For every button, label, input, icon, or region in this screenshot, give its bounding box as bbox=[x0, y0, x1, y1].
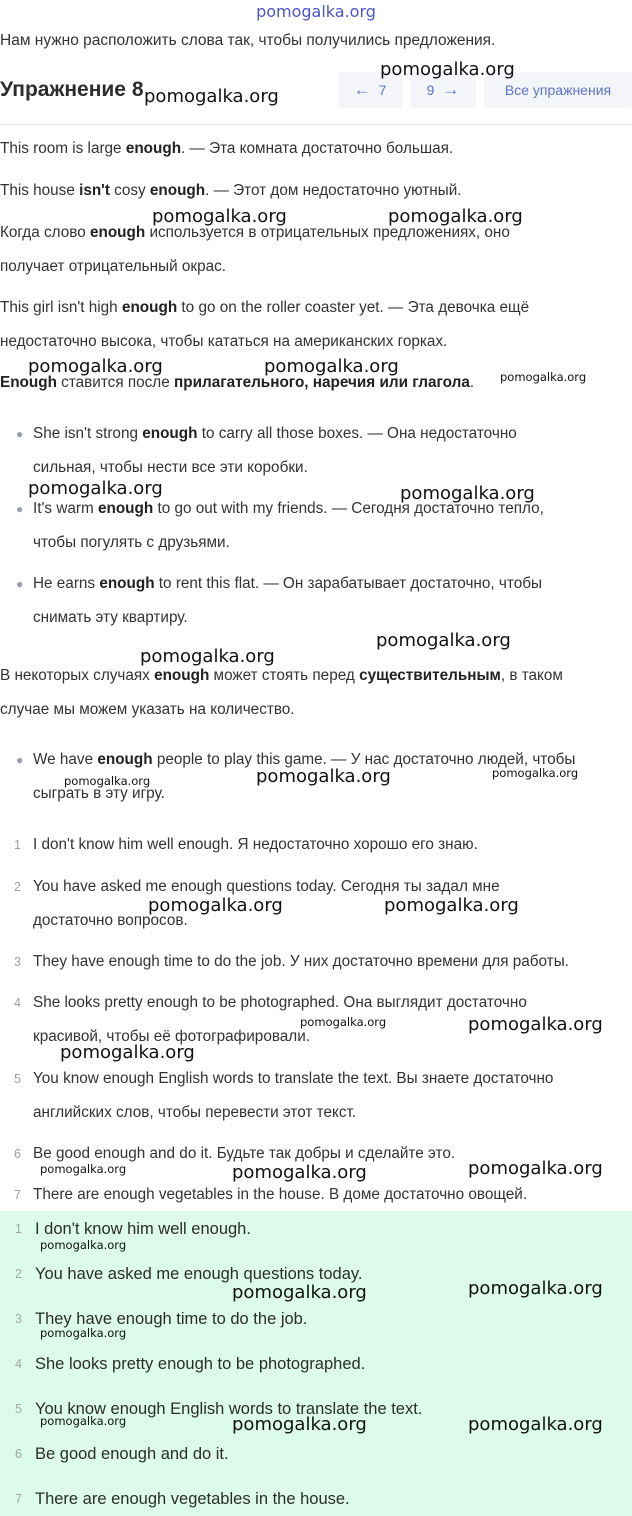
item-number: 3 bbox=[14, 955, 21, 969]
theory-line-4b: недостаточно высока, чтобы кататься на американских горках. bbox=[0, 333, 448, 350]
text: сыграть в эту игру. bbox=[33, 785, 165, 802]
watermark: pomogalka.org bbox=[60, 1042, 195, 1063]
watermark: pomogalka.org bbox=[264, 356, 399, 377]
answer-text: You have asked me enough questions today. bbox=[35, 1265, 363, 1283]
keyword: прилагательного, наречия или глагола bbox=[174, 374, 470, 391]
text: используется в отрицательных предложениях, оно bbox=[145, 224, 510, 241]
watermark: pomogalka.org bbox=[28, 478, 163, 499]
watermark: pomogalka.org bbox=[152, 206, 287, 227]
answer-number: 5 bbox=[15, 1402, 22, 1416]
watermark: pomogalka.org bbox=[300, 1015, 387, 1029]
item-text: She looks pretty enough to be photographed. Она выглядит достаточно bbox=[33, 994, 527, 1011]
text: He earns bbox=[33, 575, 100, 592]
watermark: pomogalka.org bbox=[388, 206, 523, 227]
text: , в таком bbox=[500, 667, 563, 684]
text: This room is large bbox=[0, 140, 126, 157]
text: Когда слово bbox=[0, 224, 90, 241]
watermark: pomogalka.org bbox=[492, 766, 579, 780]
theory-line-6b: случае мы можем указать на количество. bbox=[0, 701, 295, 718]
watermark: pomogalka.org bbox=[144, 86, 279, 107]
text: В некоторых случаях bbox=[0, 667, 155, 684]
keyword: enough bbox=[99, 575, 155, 592]
answer-text: She looks pretty enough to be photographed. bbox=[35, 1355, 366, 1373]
watermark: pomogalka.org bbox=[468, 1414, 603, 1435]
keyword: enough bbox=[97, 500, 154, 517]
watermark: pomogalka.org bbox=[148, 895, 283, 916]
answer-text: They have enough time to do the job. bbox=[35, 1310, 308, 1328]
watermark: pomogalka.org bbox=[40, 1162, 127, 1176]
arrow-left-icon: ← bbox=[353, 80, 371, 99]
text: to go on the roller coaster yet. — Эта девочка ещё bbox=[177, 299, 530, 316]
answer-text: I don't know him well enough. bbox=[35, 1220, 251, 1238]
watermark: pomogalka.org bbox=[468, 1158, 603, 1179]
watermark: pomogalka.org bbox=[380, 59, 515, 80]
text: . — Этот дом недостаточно уютный. bbox=[205, 182, 462, 199]
intro-text: Нам нужно расположить слова так, чтобы получились предложения. bbox=[0, 32, 496, 49]
text: чтобы погулять с друзьями. bbox=[33, 534, 230, 551]
keyword: enough bbox=[149, 182, 206, 199]
item-number: 5 bbox=[14, 1072, 21, 1086]
answer-box bbox=[0, 1211, 632, 1516]
item-text: They have enough time to do the job. У них достаточно времени для работы. bbox=[33, 953, 569, 970]
keyword: enough bbox=[142, 425, 198, 442]
prev-exercise-label: 7 bbox=[378, 82, 387, 98]
watermark: pomogalka.org bbox=[468, 1278, 603, 1299]
item-text: There are enough vegetables in the house. В доме достаточно овощей. bbox=[33, 1186, 528, 1203]
theory-line-3b: получает отрицательный окрас. bbox=[0, 258, 227, 275]
watermark: pomogalka.org bbox=[140, 646, 275, 667]
divider bbox=[0, 124, 632, 125]
keyword: enough bbox=[89, 224, 146, 241]
answer-number: 2 bbox=[15, 1267, 22, 1281]
answer-number: 3 bbox=[15, 1312, 22, 1326]
keyword: enough bbox=[97, 751, 153, 768]
theory-line-2 bbox=[0, 174, 462, 208]
watermark: pomogalka.org bbox=[468, 1014, 603, 1035]
bullet-icon: ● bbox=[16, 577, 24, 591]
text: We have bbox=[33, 751, 98, 768]
text: ставится после bbox=[56, 374, 174, 391]
text: . — Эта комната достаточно большая. bbox=[181, 140, 454, 157]
watermark: pomogalka.org bbox=[376, 630, 511, 651]
theory-line-1 bbox=[0, 132, 453, 166]
exercise-title: Упражнение 8 bbox=[0, 78, 144, 101]
text: . bbox=[469, 374, 475, 391]
answer-number: 6 bbox=[15, 1447, 22, 1461]
answer-number: 4 bbox=[15, 1357, 22, 1371]
text: She isn't strong bbox=[33, 425, 143, 442]
item-number: 2 bbox=[14, 880, 21, 894]
item-number: 1 bbox=[14, 838, 21, 852]
arrow-right-icon: → bbox=[442, 80, 460, 99]
bullet-icon: ● bbox=[16, 753, 24, 767]
item-text: английских слов, чтобы перевести этот текст. bbox=[33, 1104, 357, 1121]
watermark: pomogalka.org bbox=[232, 1282, 367, 1303]
next-exercise-label: 9 bbox=[426, 82, 435, 98]
watermark: pomogalka.org bbox=[256, 766, 391, 787]
all-exercises-label: Все упражнения bbox=[504, 82, 612, 98]
item-text: I don't know him well enough. Я недостаточно хорошо его знаю. bbox=[33, 836, 478, 853]
bullet-icon: ● bbox=[16, 427, 24, 441]
item-number: 6 bbox=[14, 1147, 21, 1161]
text: people to play this game. — У нас достаточно людей, чтобы bbox=[152, 751, 576, 768]
item-text: красивой, чтобы её фотографировали. bbox=[33, 1028, 311, 1045]
text: to carry all those boxes. — Она недостаточно bbox=[197, 425, 517, 442]
bullet-icon: ● bbox=[16, 502, 24, 516]
text: This house bbox=[0, 182, 80, 199]
item-number: 4 bbox=[14, 996, 21, 1010]
watermark: pomogalka.org bbox=[500, 370, 587, 384]
text: to go out with my friends. — Сегодня достаточно тепло, bbox=[153, 500, 544, 517]
watermark: pomogalka.org bbox=[40, 1326, 127, 1340]
text: cosy bbox=[109, 182, 150, 199]
watermark: pomogalka.org bbox=[232, 1162, 367, 1183]
answer-number: 7 bbox=[15, 1492, 22, 1506]
keyword: существительным bbox=[359, 667, 501, 684]
item-text: Be good enough and do it. Будьте так добры и сделайте это. bbox=[33, 1145, 456, 1162]
theory-line-6 bbox=[0, 659, 563, 693]
watermark: pomogalka.org bbox=[64, 774, 151, 788]
text: to rent this flat. — Он зарабатывает достаточно, чтобы bbox=[154, 575, 542, 592]
watermark: pomogalka.org bbox=[28, 356, 163, 377]
answer-text: There are enough vegetables in the house. bbox=[35, 1490, 350, 1508]
answer-number: 1 bbox=[15, 1222, 22, 1236]
keyword: Enough bbox=[0, 374, 57, 391]
watermark: pomogalka.org bbox=[384, 895, 519, 916]
watermark: pomogalka.org bbox=[40, 1238, 127, 1252]
text: может стоять перед bbox=[209, 667, 360, 684]
theory-line-4 bbox=[0, 291, 529, 325]
watermark: pomogalka.org bbox=[40, 1414, 127, 1428]
item-text: You know enough English words to translate the text. Вы знаете достаточно bbox=[33, 1070, 554, 1087]
keyword: enough bbox=[121, 299, 178, 316]
keyword: enough bbox=[125, 140, 182, 157]
item-number: 7 bbox=[14, 1188, 21, 1202]
keyword: isn't bbox=[79, 182, 110, 199]
text: снимать эту квартиру. bbox=[33, 609, 188, 626]
watermark: pomogalka.org bbox=[232, 1414, 367, 1435]
watermark: pomogalka.org bbox=[400, 483, 535, 504]
site-logo[interactable]: pomogalka.org bbox=[256, 2, 376, 21]
item-text: достаточно вопросов. bbox=[33, 912, 188, 929]
text: It's warm bbox=[33, 500, 98, 517]
keyword: enough bbox=[154, 667, 210, 684]
answer-text: Be good enough and do it. bbox=[35, 1445, 229, 1463]
text: This girl isn't high bbox=[0, 299, 122, 316]
item-text: You have asked me enough questions today. Сегодня ты задал мне bbox=[33, 878, 500, 895]
answer-text: You know enough English words to translate the text. bbox=[35, 1400, 423, 1418]
text: сильная, чтобы нести все эти коробки. bbox=[33, 459, 308, 476]
